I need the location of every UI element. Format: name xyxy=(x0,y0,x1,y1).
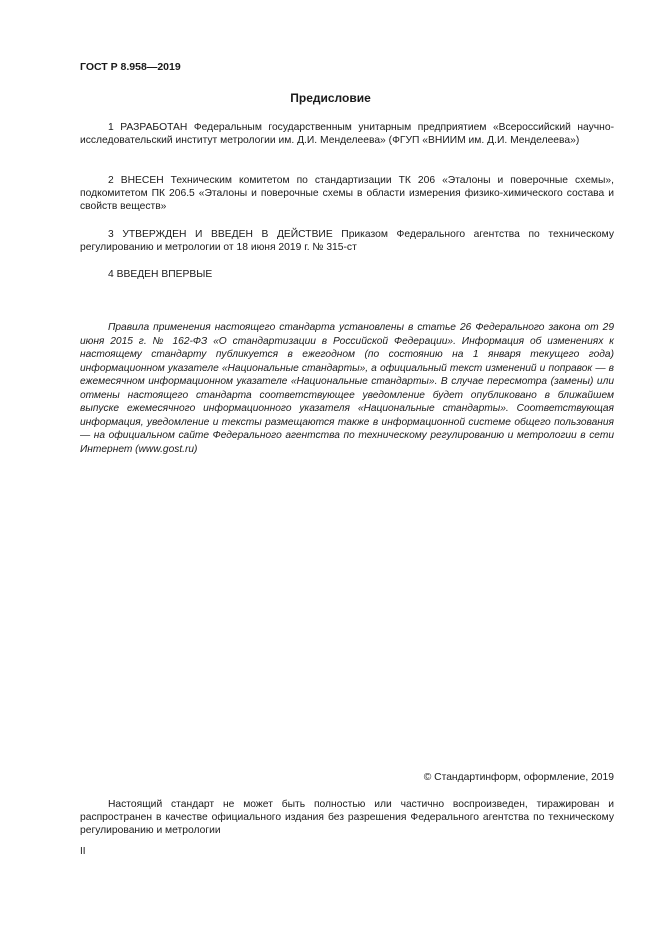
page-number: II xyxy=(80,846,86,857)
application-notice: Правила применения настоящего стандарта установлены в статье 26 Федерального закона от 29 июня 2015 г. № 162-ФЗ «О стандартизации в Российской Федерации». Информация об изменениях к настоящему стандарту публикуется в ежегодном (по состоянию на 1 января текущего года) информационном указателе «Национальные стандарты», а официальный текст изменений и поправок — в ежемесячном информационном указателе «Национальные стандарты». В случае пересмотра (замены) или отмены настоящего стандарта соответствующее уведомление будет опубликовано в ближайшем выпуске ежемесячного информационного указателя «Национальные стандарты». Соответствующая информация, уведомление и тексты размещаются также в информационной системе общего пользования — на официальном сайте Федерального агентства по техническому регулированию и метрологии в сети Интернет (www.gost.ru) xyxy=(80,322,614,455)
document-code: ГОСТ Р 8.958—2019 xyxy=(80,61,181,73)
foreword-item-4: 4 ВВЕДЕН ВПЕРВЫЕ xyxy=(108,269,213,280)
foreword-item-2: 2 ВНЕСЕН Техническим комитетом по стандартизации ТК 206 «Эталоны и поверочные схемы», подкомитетом ПК 206.5 «Эталоны и поверочные схемы в области измерения физико-химического состава и свойств веществ» xyxy=(80,175,614,213)
copyright-line: © Стандартинформ, оформление, 2019 xyxy=(423,772,614,783)
page-title: Предисловие xyxy=(290,91,371,105)
foreword-item-1: 1 РАЗРАБОТАН Федеральным государственным унитарным предприятием «Всероссийский научно-исследовательский институт метрологии им. Д.И. Менделеева» (ФГУП «ВНИИМ им. Д.И. Менделеева») xyxy=(80,122,614,147)
legal-notice: Настоящий стандарт не может быть полностью или частично воспроизведен, тиражирован и распространен в качестве официального издания без разрешения Федерального агентства по техническому регулированию и метрологии xyxy=(80,799,614,837)
foreword-item-3: 3 УТВЕРЖДЕН И ВВЕДЕН В ДЕЙСТВИЕ Приказом Федерального агентства по техническому регулированию и метрологии от 18 июня 2019 г. № 315-ст xyxy=(80,229,614,254)
